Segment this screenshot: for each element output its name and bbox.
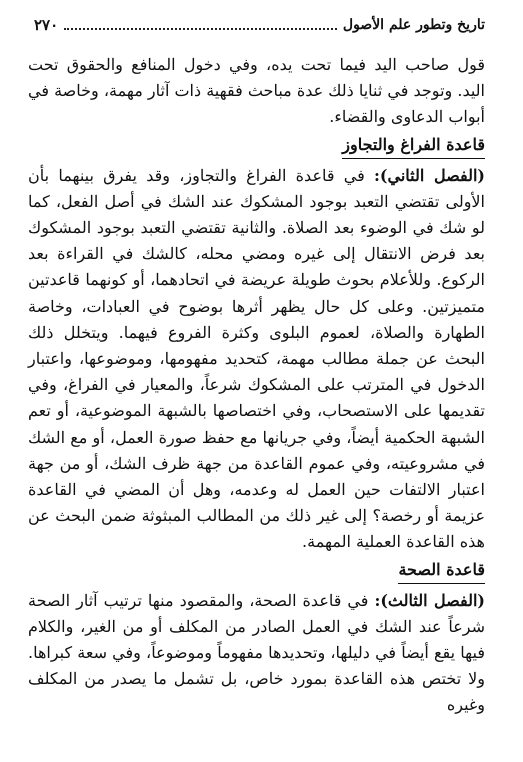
page-body bbox=[28, 52, 485, 719]
section-body-text: في قاعدة الصحة، والمقصود منها ترتيب آثار الصحة شرعاً عند الشك في العمل الصادر من المكلف أو من الغير، والكلام فيها يقع أيضاً في دليلها، وتحديدها مفهوماً وموضوعاً، وفي سعة كبراها. ولا تختص هذه القاعدة بمورد خاص، بل تشمل ما يصدر من المكلف وغيره bbox=[28, 590, 486, 715]
section-paragraph-faragh bbox=[28, 163, 485, 556]
running-title: تاريخ وتطور علم الأصول bbox=[342, 17, 485, 33]
chapter-label: (الفصل الثاني): bbox=[374, 165, 485, 185]
page-number: ٢٧٠ bbox=[34, 16, 59, 34]
running-header bbox=[34, 14, 485, 36]
section-heading-text: قاعدة الصحة bbox=[398, 558, 485, 584]
chapter-label: (الفصل الثالث): bbox=[374, 590, 486, 610]
intro-paragraph: قول صاحب اليد فيما تحت يده، وفي دخول المنافع والحقوق تحت اليد. وتوجد في ثنايا ذلك عدة مباحث فقهية ذات آثار مهمة، وخاصة في أبواب الدعاوى والقضاء. bbox=[28, 55, 485, 127]
section-heading-faragh bbox=[28, 133, 485, 159]
section-heading-sihha bbox=[28, 558, 485, 584]
header-dot-leader bbox=[64, 28, 337, 30]
section-paragraph-sihha bbox=[28, 588, 485, 719]
section-body-text: في قاعدة الفراغ والتجاوز، وقد يفرق بينهما بأن الأولى تقتضي التعبد بوجود المشكوك عند الشك في أصل الفعل، كما لو شك في الوضوء بعد الصلاة. والثانية تقتضي التعبد بوجود المشكوك بعد فرض الانتقال إلى غيره ومضي محله، كالشك في القراءة بعد الركوع. وللأعلام بحوث طويلة عريضة في اتحادهما، أو كونهما قاعدتين متميزتين. وعلى كل حال يظهر أثرها بوضوح في العبادات، وخاصة الطهارة والصلاة، لعموم البلوى وكثرة الفروع فيهما. ويتخلل ذلك البحث عن جملة مطالب مهمة، كتحديد مفهومها، وموضوعها، واعتبار الدخول في المترتب على المشكوك شرعاً، والمعيار في الفراغ، وفي تقديمها على الاستصحاب، وفي اختصاصها بالشبهة الموضوعية، أو تعم الشبهة الحكمية أيضاً، وفي جريانها مع حفظ صورة العمل، أو مع الشك في مشروعيته، وفي عموم القاعدة من جهة ظرف الشك، أو من جهة اعتبار الالتفات حين العمل له وعدمه، وهل أن المضي في القاعدة عزيمة أو رخصة؟ إلى غير ذلك من المطالب المبثوثة ضمن البحث عن هذه القاعدة العملية المهمة. bbox=[28, 165, 486, 552]
section-heading-text: قاعدة الفراغ والتجاوز bbox=[342, 133, 485, 159]
